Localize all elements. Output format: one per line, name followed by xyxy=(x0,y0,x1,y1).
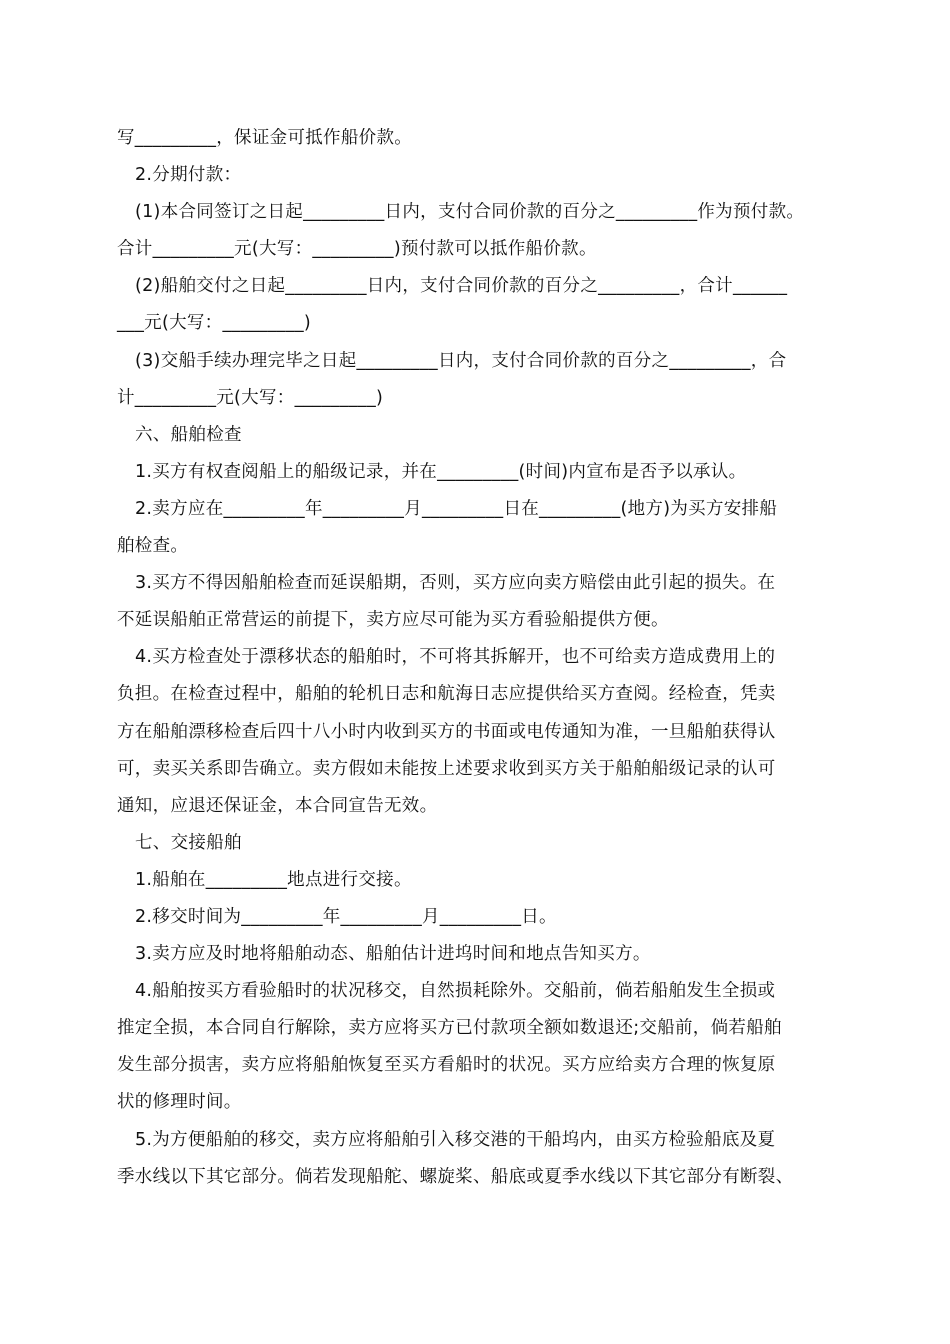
document-line: 2.分期付款： xyxy=(135,165,242,186)
document-line: 季水线以下其它部分。倘若发现船舵、螺旋桨、船底或夏季水线以下其它部分有断裂、 xyxy=(117,1166,794,1187)
document-line: 发生部分损害，卖方应将船舶恢复至买方看船时的状况。买方应给卖方合理的恢复原 xyxy=(117,1055,776,1076)
document-line: 方在船舶漂移检查后四十八小时内收到买方的书面或电传通知为准，一旦船舶获得认 xyxy=(117,721,776,742)
document-line: 4.船舶按买方看验船时的状况移交，自然损耗除外。交船前，倘若船舶发生全损或 xyxy=(135,981,776,1002)
document-line: 写_________，保证金可抵作船价款。 xyxy=(117,128,413,148)
document-line: 2.卖方应在_________年_________月_________日在_________(地方)为买方安排船 xyxy=(135,498,778,519)
document-line: 计_________元(大写：_________) xyxy=(117,387,384,408)
document-line: 推定全损，本合同自行解除，卖方应将买方已付款项全额如数退还;交船前，倘若船舶 xyxy=(117,1018,782,1039)
document-line: 合计_________元(大写：_________)预付款可以抵作船价款。 xyxy=(117,239,597,260)
document-body xyxy=(117,120,837,1196)
document-line: (2)船舶交付之日起_________日内，支付合同价款的百分之_________，合计______ xyxy=(135,276,788,297)
document-line: 舶检查。 xyxy=(117,536,189,557)
document-line: 4.买方检查处于漂移状态的船舶时，不可将其拆解开，也不可给卖方造成费用上的 xyxy=(135,647,776,668)
document-line: 状的修理时间。 xyxy=(117,1092,242,1113)
document-line: ___元(大写：_________) xyxy=(117,313,312,334)
document-line: 2.移交时间为_________年_________月_________日。 xyxy=(135,906,557,927)
document-line: (3)交船手续办理完毕之日起_________日内，支付合同价款的百分之_________，合 xyxy=(135,350,787,371)
document-line: 1.买方有权查阅船上的船级记录，并在_________(时间)内宣布是否予以承认。 xyxy=(135,461,747,482)
document-line: 通知，应退还保证金，本合同宣告无效。 xyxy=(117,795,438,816)
document-line: 七、交接船舶 xyxy=(135,832,242,853)
document-line: 3.买方不得因船舶检查而延误船期，否则，买方应向卖方赔偿由此引起的损失。在 xyxy=(135,573,776,594)
document-line: 不延误船舶正常营运的前提下，卖方应尽可能为买方看验船提供方便。 xyxy=(117,610,669,631)
document-line: 可，卖买关系即告确立。卖方假如未能按上述要求收到买方关于船舶船级记录的认可 xyxy=(117,758,776,779)
document-line: 5.为方便船舶的移交，卖方应将船舶引入移交港的干船坞内，由买方检验船底及夏 xyxy=(135,1129,776,1150)
document-line: 3.卖方应及时地将船舶动态、船舶估计进坞时间和地点告知买方。 xyxy=(135,944,651,965)
document-line: 六、船舶检查 xyxy=(135,424,242,445)
document-line: 负担。在检查过程中，船舶的轮机日志和航海日志应提供给买方查阅。经检查，凭卖 xyxy=(117,684,776,705)
document-line: (1)本合同签订之日起_________日内，支付合同价款的百分之_________作为预付款。 xyxy=(135,202,805,223)
document-line: 1.船舶在_________地点进行交接。 xyxy=(135,869,412,890)
